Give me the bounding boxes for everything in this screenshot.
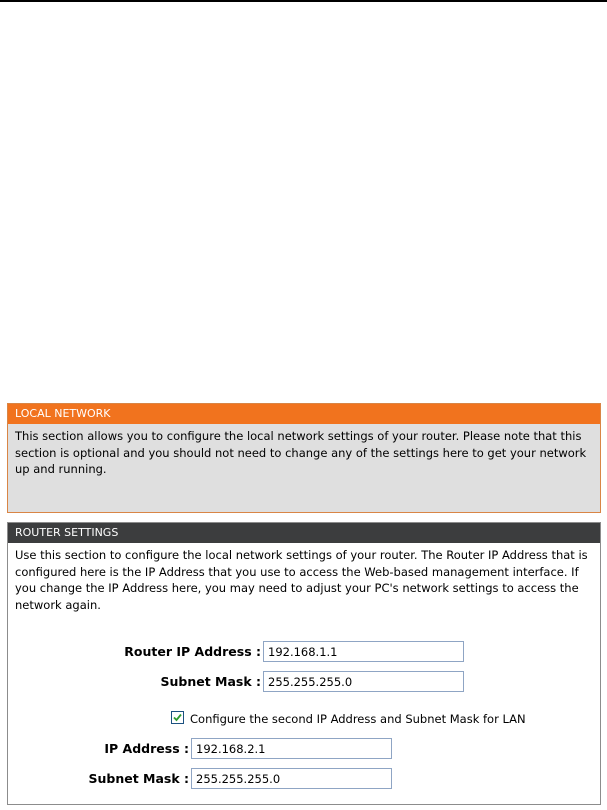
router-settings-panel bbox=[7, 522, 601, 805]
second-ip-input[interactable] bbox=[191, 738, 392, 759]
top-divider bbox=[0, 0, 607, 2]
local-network-panel bbox=[7, 403, 601, 513]
second-subnet-mask-label: Subnet Mask : bbox=[88, 771, 189, 786]
local-network-header: LOCAL NETWORK bbox=[8, 404, 600, 424]
subnet-mask-input[interactable] bbox=[263, 671, 464, 692]
checkmark-icon bbox=[173, 713, 182, 722]
router-settings-description: Use this section to configure the local network settings of your router. The Router IP Address that is configured here is the IP Address that you use to access the Web-based management interface. If you change the IP Address here, you may need to adjust your PC's network settings to access the network again. bbox=[15, 548, 588, 612]
second-ip-checkbox-label: Configure the second IP Address and Subnet Mask for LAN bbox=[190, 712, 526, 726]
router-ip-row bbox=[8, 641, 261, 663]
second-subnet-mask-row bbox=[8, 768, 189, 790]
local-network-description: This section allows you to configure the local network settings of your router. Please note that this section is optional and you should not need to change any of the settings here to get your network up and running. bbox=[15, 429, 587, 476]
ip-address-row bbox=[8, 738, 189, 760]
router-ip-input[interactable] bbox=[263, 641, 464, 662]
second-subnet-mask-input[interactable] bbox=[191, 768, 392, 789]
router-ip-label: Router IP Address : bbox=[124, 644, 261, 659]
second-ip-checkbox[interactable] bbox=[171, 711, 184, 724]
router-settings-header: ROUTER SETTINGS bbox=[8, 523, 600, 543]
subnet-mask-label: Subnet Mask : bbox=[160, 674, 261, 689]
second-ip-checkbox-row[interactable] bbox=[171, 711, 526, 727]
ip-address-label: IP Address : bbox=[104, 741, 189, 756]
subnet-mask-row bbox=[8, 671, 261, 693]
